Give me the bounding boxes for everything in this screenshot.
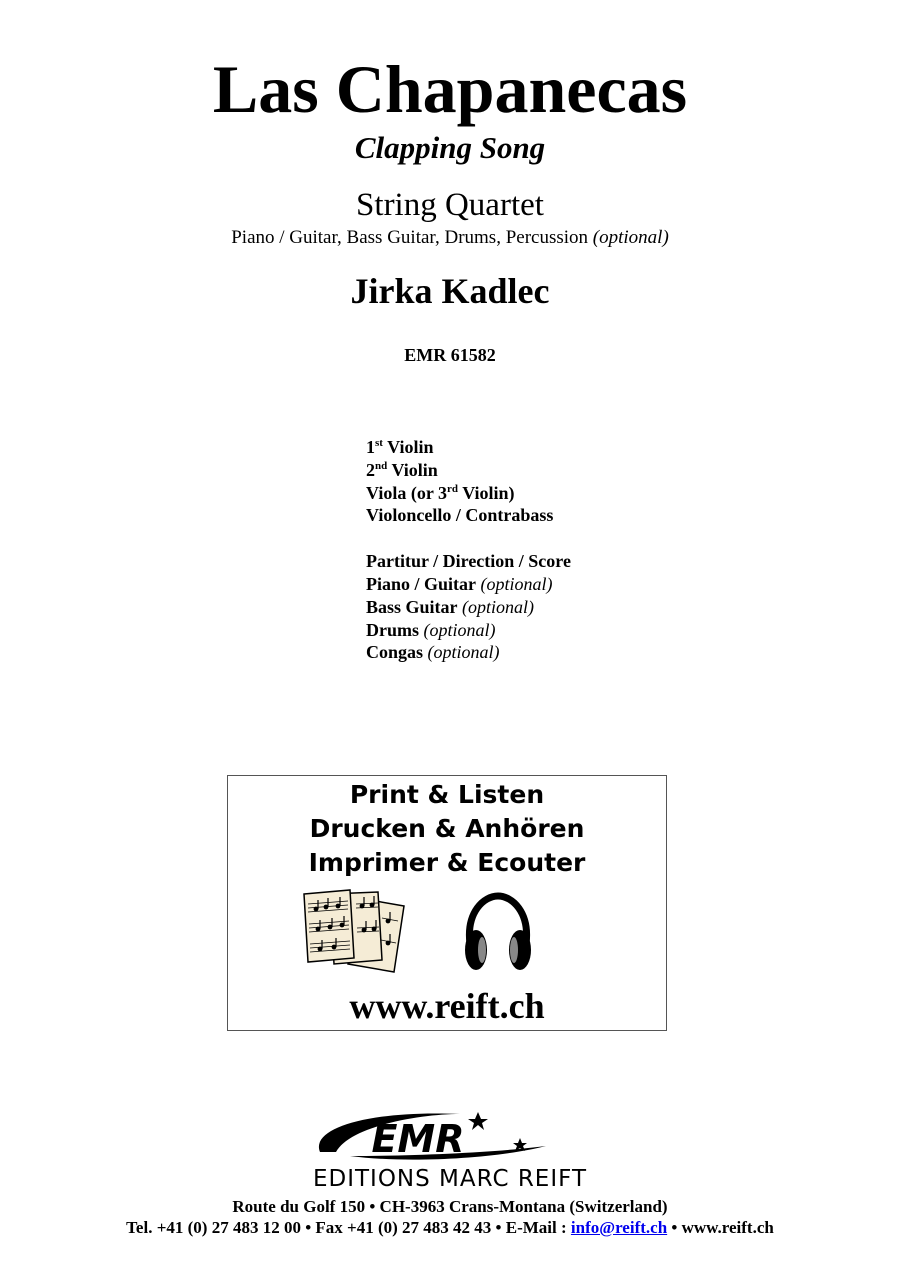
promo-url[interactable]: www.reift.ch xyxy=(349,986,545,1026)
contact-website[interactable]: • www.reift.ch xyxy=(667,1218,774,1237)
headphones-icon xyxy=(462,892,534,976)
optional-instruments: Piano / Guitar, Bass Guitar, Drums, Percussion xyxy=(231,227,589,248)
emr-logo-mark xyxy=(310,1108,550,1164)
part-drums-name: Drums xyxy=(366,619,419,640)
optional-instruments-line xyxy=(0,226,900,250)
publisher-logo xyxy=(250,1108,650,1200)
promo-print-listen: Print & Listen xyxy=(349,780,545,809)
page-title: Las Chapanecas xyxy=(212,51,688,127)
publisher-name: EDITIONS MARC REIFT xyxy=(312,1166,588,1192)
part-violin-2 xyxy=(366,459,571,482)
part-score xyxy=(366,550,571,573)
part-violin-2-ordinal: nd xyxy=(375,459,388,472)
promo-drucken-anhoren: Drucken & Anhören xyxy=(309,814,585,843)
part-score-name: Partitur / Direction / Score xyxy=(366,551,571,572)
sheet-music-icon xyxy=(300,888,412,974)
emr-logo-letters: EMR xyxy=(371,1117,465,1161)
part-violin-2-name: Violin xyxy=(391,459,438,480)
part-viola xyxy=(366,482,571,505)
part-viola-prefix: Viola (or 3 xyxy=(366,482,447,503)
part-bass-optional: (optional) xyxy=(462,596,535,617)
part-viola-ordinal: rd xyxy=(447,482,458,495)
part-cello-name: Violoncello / Contrabass xyxy=(366,505,554,526)
optional-note: (optional) xyxy=(592,227,669,248)
part-drums-optional: (optional) xyxy=(423,619,496,640)
catalog-number: EMR 61582 xyxy=(404,345,496,365)
part-violin-1-ordinal: st xyxy=(375,437,383,449)
subtitle: Clapping Song xyxy=(354,130,546,165)
part-congas xyxy=(366,641,571,664)
part-viola-suffix: Violin) xyxy=(462,482,515,503)
part-drums xyxy=(366,619,571,642)
publisher-contacts xyxy=(0,1217,900,1239)
composer-name: Jirka Kadlec xyxy=(350,271,550,311)
part-congas-optional: (optional) xyxy=(427,642,500,663)
part-congas-name: Congas xyxy=(366,642,424,663)
part-violin-1-name: Violin xyxy=(387,437,434,457)
part-violin-2-number: 2 xyxy=(366,459,375,480)
promo-imprimer-ecouter: Imprimer & Ecouter xyxy=(308,848,586,877)
part-piano-name: Piano / Guitar xyxy=(366,573,477,594)
instrumentation: String Quartet xyxy=(356,187,544,223)
part-bass-name: Bass Guitar xyxy=(366,596,458,617)
email-link[interactable]: info@reift.ch xyxy=(570,1218,668,1237)
part-piano-optional: (optional) xyxy=(480,573,553,594)
part-violin-1-number: 1 xyxy=(366,437,375,457)
part-cello xyxy=(366,504,571,527)
part-violin-1 xyxy=(366,436,571,459)
publisher-address: Route du Golf 150 • CH-3963 Crans-Montana (Switzerland) xyxy=(232,1197,668,1216)
contact-phone-fax: Tel. +41 (0) 27 483 12 00 • Fax +41 (0) 27 483 42 43 • E-Mail : xyxy=(126,1218,571,1237)
part-piano xyxy=(366,573,571,596)
part-bass xyxy=(366,596,571,619)
parts-list xyxy=(366,436,571,664)
print-listen-box xyxy=(227,775,667,1031)
